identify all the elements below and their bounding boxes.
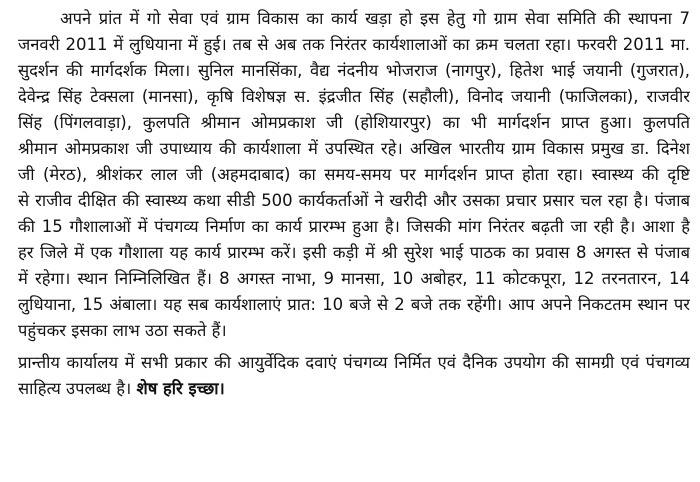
paragraph-1-line-13: पहुंचकर इसका लाभ उठा सकते हैं। xyxy=(18,321,227,340)
paragraph-2-line-2-text: साहित्य उपलब्ध है। xyxy=(18,379,132,398)
paragraph-1-line-6: श्रीमान ओमप्रकाश जी उपाध्याय की कार्यशाला में उपस्थित रहे। अखिल भारतीय ग्राम विकास प्रमुख डा. दिनेश xyxy=(18,139,690,158)
paragraph-1-line-8: से राजीव दीक्षित की स्वास्थ्य कथा सीडी 500 कार्यकर्ताओं ने खरीदी और उसका प्रचार प्रसार चल रहा है। पंजाब xyxy=(18,191,690,210)
paragraph-1-line-10: हर जिले में एक गौशाला यह कार्य प्रारम्भ करें। इसी कड़ी में श्री सुरेश भाई पाठक का प्रवास 8 अगस्त से पंजाब xyxy=(18,243,690,262)
paragraph-1-line-11: में रहेगा। स्थान निम्निलिखित हैं। 8 अगस्त नाभा, 9 मानसा, 10 अबोहर, 11 कोटकपूरा, 12 तरनतारन, 14 xyxy=(18,269,690,288)
paragraph-1-line-12: लुधियाना, 15 अंबाला। यह सब कार्यशालाएं प्रात: 10 बजे से 2 बजे तक रहेंगी। आप अपने निकटतम स्थान पर xyxy=(18,295,690,314)
paragraph-1-line-3: सुदर्शन की मार्गदर्शक मिला। सुनिल मानसिंका, वैद्य नंदनीय भोजराज (नागपुर), हितेश भाई जयानी (गुजरात), xyxy=(18,61,690,80)
paragraph-1-line-1: अपने प्रांत में गो सेवा एवं ग्राम विकास का कार्य खड़ा हो इस हेतु गो ग्राम सेवा समिति की स्थापना 7 xyxy=(60,9,690,28)
closing-phrase: शेष हरि इच्छा। xyxy=(136,379,225,398)
paragraph-1-line-9: की 15 गौशालाओं में पंचगव्य निर्माण का कार्य प्रारम्भ हुआ है। जिसकी मांग निरंतर बढ़ती जा रही है। आशा है xyxy=(18,217,690,236)
paragraph-1-line-4: देवेन्द्र सिंह टेक्सला (मानसा), कृषि विशेषज्ञ स. इंद्रजीत सिंह (सहौली), विनोद जयानी (फाजिलका), राजवीर xyxy=(18,87,690,106)
paragraph-1-line-2: जनवरी 2011 में लुधियाना में हुई। तब से अब तक निरंतर कार्यशालाओं का क्रम चलता रहा। फरवरी 2011 मा. xyxy=(18,35,690,54)
paragraph-1-line-7: जी (मेरठ), श्रीशंकर लाल जी (अहमदाबाद) का समय-समय पर मार्गदर्शन प्राप्त होता रहा। स्वास्थ्य की दृष्टि xyxy=(18,165,690,184)
paragraph-2-line-1: प्रान्तीय कार्यालय में सभी प्रकार की आयुर्वेदिक दवाएं पंचगव्य निर्मित एवं दैनिक उपयोग की सामग्री एवं पंचगव्य xyxy=(18,353,690,372)
paragraph-1-line-5: सिंह (पिंगलवाड़ा), कुलपति श्रीमान ओमप्रकाश जी (होशियारपुर) का भी मार्गदर्शन प्राप्त हुआ। कुलपति xyxy=(18,113,690,132)
paragraph-2-line-2 xyxy=(0,376,690,402)
